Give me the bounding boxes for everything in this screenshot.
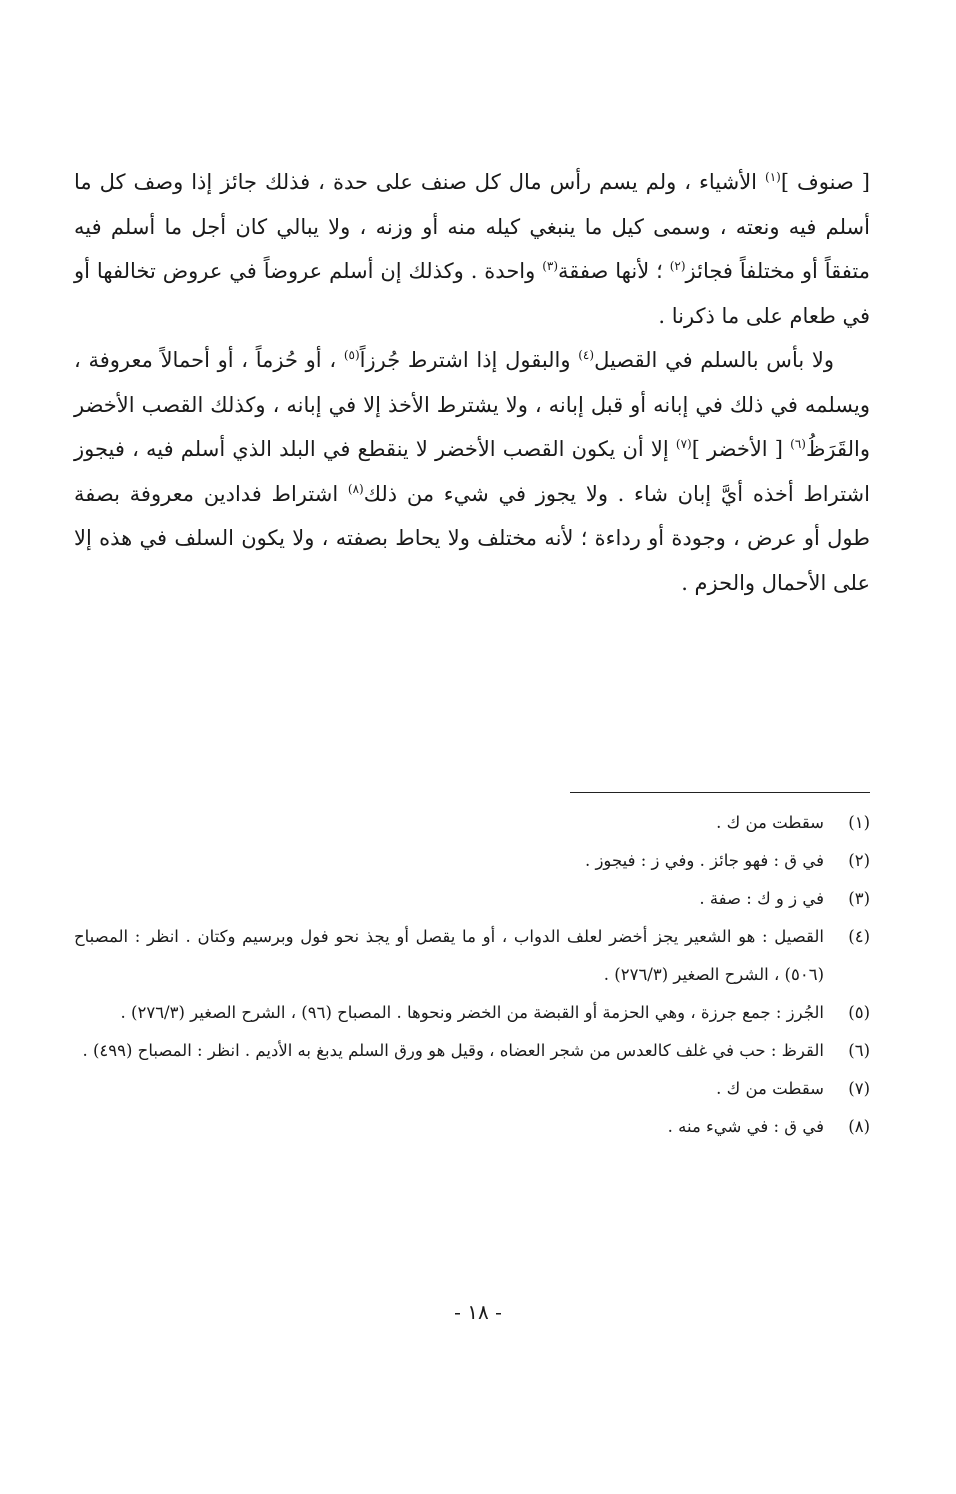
- footnote-text: في ق : فهو جائز . وفي ز : فيجوز .: [584, 851, 824, 870]
- footnote-ref-8[interactable]: (٨): [347, 481, 364, 496]
- text-segment: [ صنوف ]: [780, 170, 870, 194]
- footnote-ref-5[interactable]: (٥): [343, 348, 360, 362]
- text-segment: ، أو حُزماً ، أو أحمالاً معروفة ، ويسلمه في ذلك في إبانه أو قبل إبانه ، ولا يشترط الأخذ إلا في إبانه ، وكذلك القصب الأخضر والقَرَظُ: [74, 348, 870, 461]
- footnote-text: سقطت من ك .: [716, 1079, 824, 1098]
- footnote-number: (٣): [848, 889, 870, 908]
- footnote-text: الجُرز : جمع جرزة ، وهي الحزمة أو القبضة من الخضر ونحوها . المصباح (٩٦) ، الشرح الصغير (٢٧٦/٣) .: [120, 1003, 824, 1022]
- footnote-text: في ز و ك : صفة .: [699, 889, 824, 908]
- footnote-text: في ق : في شيء منه .: [667, 1117, 824, 1136]
- footnote-item: [74, 918, 870, 994]
- text-segment: [ الأخضر ]: [691, 437, 791, 461]
- text-segment: واحدة . وكذلك إن أسلم عروضاً في عروض تخالفها أو في طعام على ما ذكرنا .: [74, 259, 870, 328]
- text-segment: إلا أن يكون القصب الأخضر لا ينقطع في البلد الذي أسلم فيه ، فيجوز اشتراط أخذه أيَّ إبان شاء . ولا يجوز في شيء من ذلك: [74, 437, 870, 506]
- footnote-item: [74, 880, 870, 918]
- footnote-item: [74, 842, 870, 880]
- text-segment: ولا بأس بالسلم في القصيل: [594, 348, 835, 372]
- footnote-ref-1[interactable]: (١): [765, 170, 781, 184]
- footnote-ref-4[interactable]: (٤): [578, 348, 595, 362]
- main-text: [74, 160, 870, 605]
- paragraph-1: [74, 160, 870, 338]
- footnote-text: سقطت من ك .: [716, 813, 824, 832]
- footnote-ref-2[interactable]: (٢): [669, 259, 686, 273]
- text-segment: ؛ لأنها صفقة: [558, 259, 670, 283]
- footnote-item: [74, 1108, 870, 1146]
- footnote-number: (٨): [848, 1117, 870, 1136]
- footnote-text: القصيل : هو الشعير يجز أخضر لعلف الدواب ، أو ما يقصل أو يجذ نحو فول وبرسيم وكتان . انظر : المصباح (٥٠٦) ، الشرح الصغير (٢٧٦/٣) .: [74, 927, 824, 984]
- footnote-item: [74, 804, 870, 842]
- footnote-item: [74, 1032, 870, 1070]
- footnote-item: [74, 1070, 870, 1108]
- footnote-text: القرظ : حب في غلف كالعدس من شجر العضاه ، وقيل هو ورق السلم يدبغ به الأديم . انظر : المصباح (٤٩٩) .: [82, 1041, 824, 1060]
- footnote-number: (٧): [848, 1079, 870, 1098]
- footnote-separator: [570, 792, 870, 793]
- footnote-ref-6[interactable]: (٦): [790, 437, 806, 451]
- footnote-number: (٤): [848, 927, 870, 946]
- page-number: - ١٨ -: [454, 1300, 502, 1324]
- text-segment: اشتراط فدادين معروفة بصفة طول أو عرض ، وجودة أو رداءة ؛ لأنه مختلف ولا يحاط بصفته ، ولا يكون السلف في هذه إلا على الأحمال والحزم .: [74, 481, 870, 595]
- text-segment: الأشياء ، ولم يسم رأس مال كل صنف على حدة ، فذلك جائز إذا وصف كل ما أسلم فيه ونعته ، وسمى كيل ما ينبغي كيله منه أو وزنه ، ولا يبالي كان أجل ما أسلم فيه متفقاً أو مختلفاً فجائز: [74, 170, 870, 283]
- footnote-number: (٢): [848, 851, 870, 870]
- text-segment: والبقول إذا اشترط جُرزاً: [359, 348, 579, 372]
- footnotes: [74, 804, 870, 1146]
- paragraph-2: [74, 338, 870, 605]
- footnote-ref-3[interactable]: (٣): [542, 259, 559, 273]
- footnote-number: (٥): [848, 1003, 870, 1022]
- footnote-item: [74, 994, 870, 1032]
- footnote-number: (١): [848, 813, 870, 832]
- footnote-number: (٦): [848, 1041, 870, 1060]
- footnote-ref-7[interactable]: (٧): [675, 437, 692, 451]
